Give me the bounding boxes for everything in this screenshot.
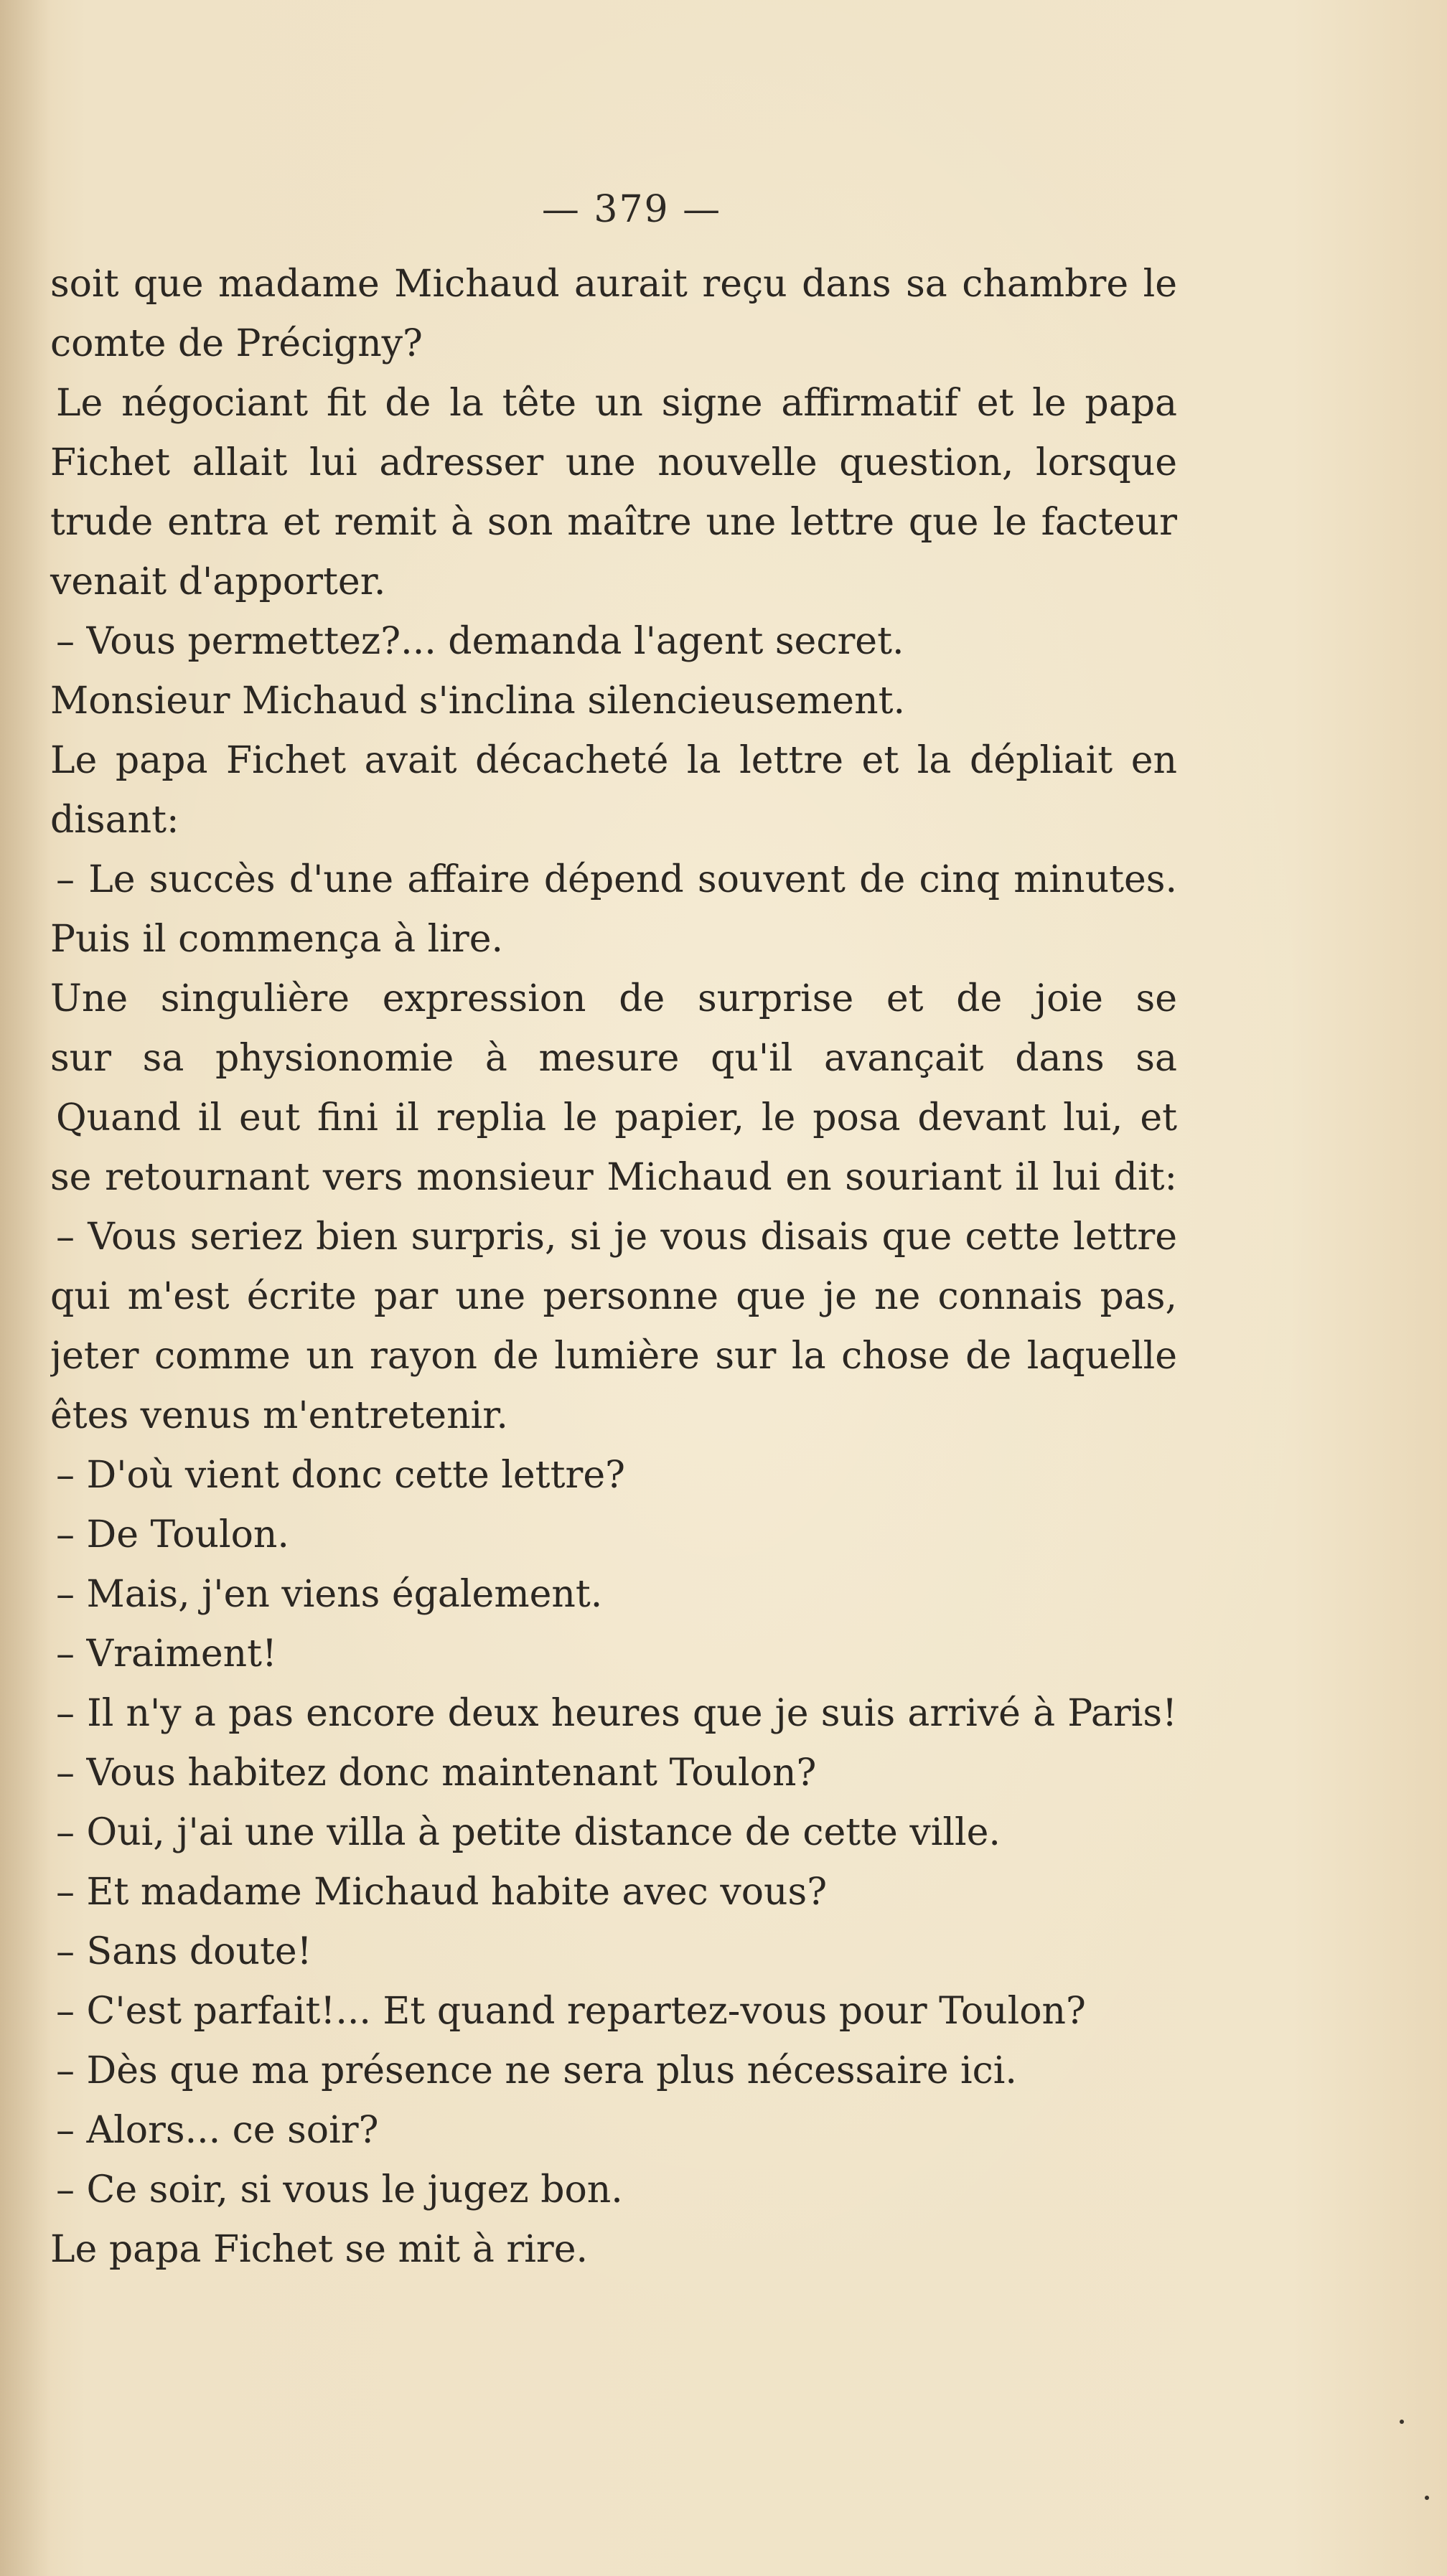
text-line: sur sa physionomie à mesure qu'il avançait dans sa (50, 1037, 1177, 1080)
text-line: – D'où vient donc cette lettre? (56, 1454, 625, 1497)
text-line: Le papa Fichet se mit à rire. (50, 2228, 588, 2271)
text-line: comte de Précigny? (50, 322, 423, 365)
text-line: – Oui, j'ai une villa à petite distance de cette ville. (56, 1811, 1001, 1854)
text-line: Fichet allait lui adresser une nouvelle question, lorsque (50, 441, 1177, 484)
ink-speck (1425, 2496, 1429, 2500)
text-line: – C'est parfait!... Et quand repartez-vous pour Toulon? (56, 1990, 1086, 2033)
text-line: disant: (50, 799, 179, 842)
text-line: venait d'apporter. (50, 560, 386, 603)
page-number: — 379 — (541, 188, 722, 231)
text-line: Puis il commença à lire. (50, 918, 504, 961)
text-line: – Et madame Michaud habite avec vous? (56, 1871, 828, 1914)
text-line: – Vous habitez donc maintenant Toulon? (56, 1752, 817, 1795)
text-line: – Sans doute! (56, 1930, 312, 1973)
body-text (50, 255, 1177, 2280)
text-line: – Il n'y a pas encore deux heures que je suis arrivé à Paris! (56, 1692, 1177, 1735)
text-line: – Vous permettez?... demanda l'agent secret. (56, 620, 904, 663)
text-line: – Ce soir, si vous le jugez bon. (56, 2168, 623, 2211)
text-line: Monsieur Michaud s'inclina silencieusement. (50, 680, 905, 723)
text-line: êtes venus m'entretenir. (50, 1394, 508, 1437)
binding-shadow (0, 0, 50, 2576)
text-line: Le papa Fichet avait décacheté la lettre et la dépliait en (50, 739, 1177, 782)
text-line: – Vous seriez bien surpris, si je vous disais que cette lettre (56, 1216, 1177, 1259)
text-line: – De Toulon. (56, 1513, 289, 1556)
text-line: trude entra et remit à son maître une lettre que le facteur (50, 501, 1177, 544)
text-line: – Alors... ce soir? (56, 2109, 379, 2152)
ink-speck (1400, 2420, 1404, 2424)
text-line: – Le succès d'une affaire dépend souvent de cinq minutes. (56, 858, 1177, 901)
text-line: Une singulière expression de surprise et de joie se (50, 977, 1177, 1020)
text-line: jeter comme un rayon de lumière sur la chose de laquelle (50, 1335, 1177, 1378)
text-line: – Dès que ma présence ne sera plus nécessaire ici. (56, 2049, 1017, 2092)
text-line: qui m'est écrite par une personne que je ne connais pas, (50, 1275, 1177, 1318)
text-line: Quand il eut fini il replia le papier, le posa devant lui, et (56, 1096, 1177, 1139)
text-line: Le négociant fit de la tête un signe affirmatif et le papa (56, 382, 1177, 425)
text-line: soit que madame Michaud aurait reçu dans sa chambre le (50, 263, 1177, 306)
text-line: – Mais, j'en viens également. (56, 1573, 603, 1616)
text-line: – Vraiment! (56, 1632, 277, 1675)
text-line: se retournant vers monsieur Michaud en souriant il lui dit: (50, 1156, 1177, 1199)
